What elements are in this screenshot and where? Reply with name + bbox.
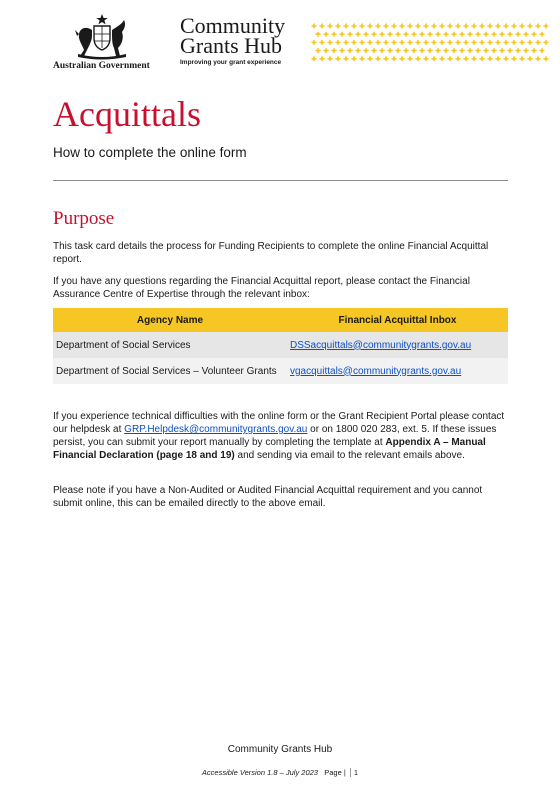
plus-mark xyxy=(376,24,381,29)
table-row xyxy=(53,332,508,358)
community-grants-hub-logo xyxy=(180,13,286,66)
plus-mark xyxy=(408,56,413,61)
plus-mark xyxy=(320,40,325,45)
inbox-cell xyxy=(287,332,508,358)
plus-mark xyxy=(452,48,457,53)
plus-mark xyxy=(352,56,357,61)
plus-mark xyxy=(484,32,489,37)
plus-mark xyxy=(336,40,341,45)
plus-mark xyxy=(500,32,505,37)
plus-mark xyxy=(480,24,485,29)
plus-mark xyxy=(520,40,525,45)
plus-mark xyxy=(416,24,421,29)
plus-mark xyxy=(332,32,337,37)
page-label: Page | xyxy=(324,768,346,777)
plus-mark xyxy=(468,32,473,37)
plus-mark xyxy=(540,32,545,37)
plus-mark xyxy=(452,32,457,37)
logo-tagline: Improving your grant experience xyxy=(180,59,282,66)
contact-paragraph: If you have any questions regarding the Financial Acquittal report, please contact the Financial Assurance Centre of Expertise through the relevant inbox: xyxy=(53,276,470,300)
plus-mark xyxy=(440,24,445,29)
plus-mark xyxy=(508,48,513,53)
plus-mark xyxy=(460,32,465,37)
plus-mark xyxy=(488,24,493,29)
plus-mark xyxy=(412,32,417,37)
plus-mark xyxy=(432,56,437,61)
plus-mark xyxy=(504,40,509,45)
plus-mark xyxy=(360,24,365,29)
plus-mark xyxy=(532,48,537,53)
plus-mark xyxy=(536,24,541,29)
plus-mark xyxy=(344,40,349,45)
plus-mark xyxy=(348,32,353,37)
page-header xyxy=(0,0,560,80)
plus-mark xyxy=(436,32,441,37)
plus-mark xyxy=(480,40,485,45)
plus-mark xyxy=(508,32,513,37)
plus-mark xyxy=(512,40,517,45)
plus-mark xyxy=(480,56,485,61)
plus-mark xyxy=(540,48,545,53)
inbox-cell xyxy=(287,358,508,384)
plus-mark xyxy=(376,40,381,45)
plus-mark xyxy=(448,24,453,29)
plus-pattern-decoration xyxy=(310,22,550,64)
plus-mark xyxy=(324,32,329,37)
plus-mark xyxy=(516,32,521,37)
plus-mark xyxy=(512,24,517,29)
plus-mark xyxy=(440,56,445,61)
plus-mark xyxy=(324,48,329,53)
plus-mark xyxy=(400,40,405,45)
plus-mark xyxy=(468,48,473,53)
plus-mark xyxy=(528,40,533,45)
coat-of-arms-icon xyxy=(70,14,134,60)
plus-mark xyxy=(388,48,393,53)
plus-mark xyxy=(544,24,549,29)
plus-mark xyxy=(400,24,405,29)
note-paragraph: Please note if you have a Non-Audited or Audited Financial Acquittal requirement and you cannot submit online, this can be emailed directly to the above email. xyxy=(53,485,483,509)
plus-mark xyxy=(472,40,477,45)
footer-version-line xyxy=(0,768,560,777)
plus-mark xyxy=(496,56,501,61)
plus-mark xyxy=(488,56,493,61)
plus-mark xyxy=(380,32,385,37)
plus-mark xyxy=(432,24,437,29)
plus-mark xyxy=(520,56,525,61)
purpose-paragraph: This task card details the process for Funding Recipients to complete the online Financial Acquittal report. xyxy=(53,241,489,265)
plus-mark xyxy=(408,24,413,29)
plus-mark xyxy=(352,24,357,29)
plus-mark xyxy=(336,24,341,29)
plus-mark xyxy=(344,56,349,61)
plus-mark xyxy=(460,48,465,53)
plus-mark xyxy=(400,56,405,61)
government-name: Australian Government xyxy=(53,61,150,71)
plus-mark xyxy=(312,24,317,29)
plus-mark xyxy=(392,56,397,61)
plus-mark xyxy=(528,24,533,29)
helpdesk-text-3: and sending via email to the relevant emails above. xyxy=(234,450,465,461)
plus-mark xyxy=(396,32,401,37)
plus-mark xyxy=(496,24,501,29)
plus-mark xyxy=(424,40,429,45)
plus-mark xyxy=(388,32,393,37)
divider xyxy=(53,180,508,181)
plus-mark xyxy=(320,24,325,29)
inbox-email-link[interactable]: vgacquittals@communitygrants.gov.au xyxy=(290,365,462,377)
plus-mark xyxy=(496,40,501,45)
column-header-agency: Agency Name xyxy=(53,308,287,332)
logo-line-2: Grants Hub xyxy=(180,33,283,58)
plus-mark xyxy=(364,32,369,37)
page-number: 1 xyxy=(350,768,358,777)
appendix-reference: Appendix A – Manual Financial Declaration (page 18 and 19) xyxy=(53,437,486,461)
plus-mark xyxy=(424,24,429,29)
plus-mark xyxy=(448,40,453,45)
plus-mark xyxy=(504,56,509,61)
page-subtitle: How to complete the online form xyxy=(53,145,247,160)
agency-cell: Department of Social Services – Volunteer Grants xyxy=(53,358,287,384)
plus-mark xyxy=(368,56,373,61)
plus-mark xyxy=(328,56,333,61)
plus-mark xyxy=(456,24,461,29)
plus-mark xyxy=(384,40,389,45)
helpdesk-text-1: If you experience technical difficulties with the online form or the Grant Recipient Portal please contact our helpdesk at xyxy=(53,411,505,435)
plus-mark xyxy=(340,32,345,37)
plus-mark xyxy=(420,48,425,53)
plus-mark xyxy=(484,48,489,53)
plus-mark xyxy=(500,48,505,53)
helpdesk-paragraph xyxy=(53,410,510,462)
plus-mark xyxy=(520,24,525,29)
plus-mark xyxy=(444,48,449,53)
plus-mark xyxy=(332,48,337,53)
plus-mark xyxy=(316,32,321,37)
helpdesk-email-link[interactable]: GRP.Helpdesk@communitygrants.gov.au xyxy=(124,424,308,435)
plus-mark xyxy=(488,40,493,45)
plus-mark xyxy=(404,48,409,53)
plus-mark xyxy=(456,40,461,45)
plus-mark xyxy=(436,48,441,53)
footer-organisation: Community Grants Hub xyxy=(227,744,333,755)
plus-mark xyxy=(384,24,389,29)
table-header-row xyxy=(53,308,508,332)
plus-mark xyxy=(472,24,477,29)
plus-mark xyxy=(524,48,529,53)
page-title: Acquittals xyxy=(53,94,201,134)
plus-mark xyxy=(320,56,325,61)
inbox-email-link[interactable]: DSSacquittals@communitygrants.gov.au xyxy=(290,339,472,351)
plus-mark xyxy=(416,56,421,61)
plus-mark xyxy=(316,48,321,53)
plus-mark xyxy=(368,40,373,45)
section-heading-purpose: Purpose xyxy=(53,208,115,229)
plus-mark xyxy=(392,40,397,45)
agency-cell: Department of Social Services xyxy=(53,332,287,358)
plus-mark xyxy=(456,56,461,61)
plus-mark xyxy=(464,24,469,29)
table-row xyxy=(53,358,508,384)
plus-mark xyxy=(312,40,317,45)
logo-line-1: Community xyxy=(180,13,286,38)
plus-mark xyxy=(432,40,437,45)
plus-mark xyxy=(380,48,385,53)
plus-mark xyxy=(544,40,549,45)
plus-mark xyxy=(536,40,541,45)
plus-mark xyxy=(416,40,421,45)
plus-mark xyxy=(428,48,433,53)
plus-mark xyxy=(448,56,453,61)
plus-mark xyxy=(360,40,365,45)
column-header-inbox: Financial Acquittal Inbox xyxy=(287,308,508,332)
plus-mark xyxy=(392,24,397,29)
plus-mark xyxy=(340,48,345,53)
plus-mark xyxy=(544,56,549,61)
acquittal-inbox-table xyxy=(53,308,508,384)
plus-mark xyxy=(372,32,377,37)
plus-mark xyxy=(476,32,481,37)
plus-mark xyxy=(328,40,333,45)
plus-mark xyxy=(412,48,417,53)
plus-mark xyxy=(364,48,369,53)
plus-mark xyxy=(352,40,357,45)
plus-mark xyxy=(376,56,381,61)
plus-mark xyxy=(464,40,469,45)
plus-mark xyxy=(336,56,341,61)
plus-mark xyxy=(472,56,477,61)
plus-mark xyxy=(492,32,497,37)
plus-mark xyxy=(516,48,521,53)
plus-mark xyxy=(444,32,449,37)
plus-mark xyxy=(372,48,377,53)
plus-mark xyxy=(404,32,409,37)
plus-mark xyxy=(524,32,529,37)
plus-mark xyxy=(536,56,541,61)
plus-mark xyxy=(428,32,433,37)
plus-mark xyxy=(312,56,317,61)
plus-mark xyxy=(420,32,425,37)
plus-mark xyxy=(368,24,373,29)
plus-mark xyxy=(396,48,401,53)
plus-mark xyxy=(424,56,429,61)
plus-mark xyxy=(360,56,365,61)
helpdesk-text-2: or on 1800 020 283, ext. 5. If these issues persist, you can submit your report manually by completing the template at xyxy=(53,424,497,448)
plus-mark xyxy=(440,40,445,45)
plus-mark xyxy=(528,56,533,61)
plus-mark xyxy=(492,48,497,53)
plus-mark xyxy=(384,56,389,61)
version-text: Accessible Version 1.8 – July 2023 xyxy=(201,768,318,777)
plus-mark xyxy=(328,24,333,29)
plus-mark xyxy=(512,56,517,61)
plus-mark xyxy=(356,32,361,37)
plus-mark xyxy=(356,48,361,53)
plus-mark xyxy=(532,32,537,37)
plus-mark xyxy=(476,48,481,53)
plus-mark xyxy=(408,40,413,45)
plus-mark xyxy=(348,48,353,53)
plus-mark xyxy=(464,56,469,61)
plus-mark xyxy=(504,24,509,29)
plus-mark xyxy=(344,24,349,29)
